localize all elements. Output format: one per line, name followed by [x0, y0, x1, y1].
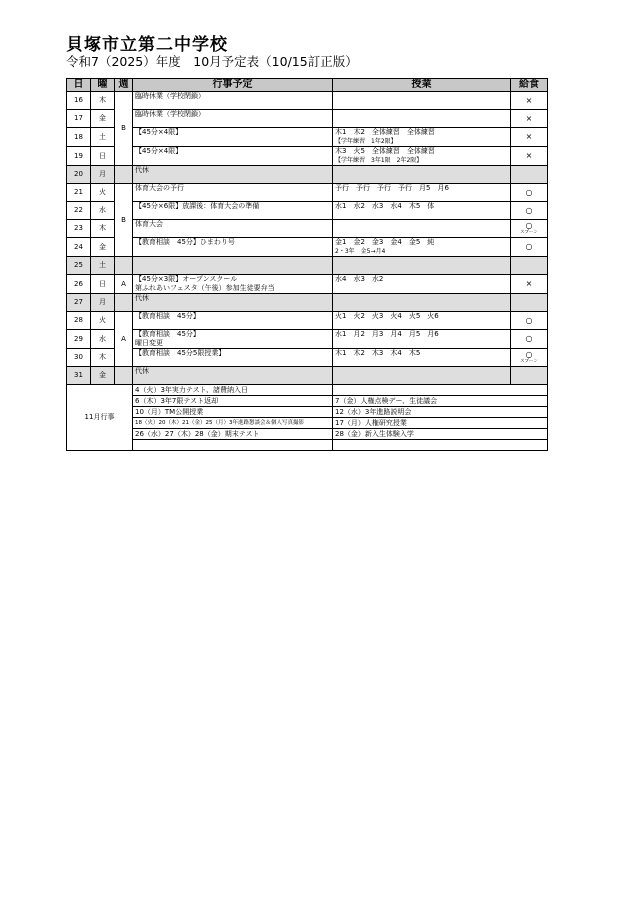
day-row [67, 257, 548, 275]
classes-cell [333, 166, 511, 184]
date-cell: 25 [67, 257, 91, 275]
next-month-event-right [333, 385, 548, 396]
event-line: 体育大会 [135, 220, 163, 228]
class-line: 木1 木2 全体練習 全体練習 [335, 128, 435, 136]
col-date-header: 日 [67, 79, 91, 92]
event-line: 曜日変更 [135, 339, 163, 347]
events-cell [133, 128, 333, 147]
classes-cell [333, 238, 511, 257]
next-month-label: 11月行事 [67, 385, 133, 451]
lunch-cell [511, 238, 548, 257]
next-month-event-left: 6（木）3年7限テスト返却 [133, 396, 333, 407]
classes-cell [333, 367, 511, 385]
next-month-event-right: 28（金）新入生体験入学 [333, 429, 548, 440]
next-month-row [67, 418, 548, 429]
next-month-event-left: 10（月）TM公開授業 [133, 407, 333, 418]
lunch-cell [511, 367, 548, 385]
lunch-cell [511, 330, 548, 349]
lunch-cell [511, 349, 548, 367]
classes-cell [333, 202, 511, 220]
date-cell: 29 [67, 330, 91, 349]
next-month-row [67, 429, 548, 440]
event-line: 第ふれあいフェスタ（午後）参加生徒要弁当 [135, 284, 275, 292]
lunch-mark: ○ [525, 315, 533, 325]
lunch-mark: ○ [525, 205, 533, 215]
day-row [67, 128, 548, 147]
week-cell: B [115, 92, 133, 166]
events-cell [133, 184, 333, 202]
day-row [67, 294, 548, 312]
class-line: 【学年練習 1年2限】 [335, 138, 397, 145]
weekday-cell: 火 [91, 184, 115, 202]
weekday-cell: 金 [91, 238, 115, 257]
classes-cell [333, 349, 511, 367]
lunch-cell [511, 312, 548, 330]
week-cell [115, 166, 133, 184]
events-cell [133, 312, 333, 330]
day-row [67, 312, 548, 330]
date-cell: 24 [67, 238, 91, 257]
day-row [67, 147, 548, 166]
classes-cell [333, 312, 511, 330]
date-cell: 23 [67, 220, 91, 238]
classes-cell [333, 110, 511, 128]
events-cell [133, 294, 333, 312]
date-cell: 31 [67, 367, 91, 385]
date-cell: 17 [67, 110, 91, 128]
lunch-mark: ○ [525, 334, 533, 343]
lunch-mark: × [525, 279, 533, 288]
events-cell [133, 147, 333, 166]
week-cell [115, 367, 133, 385]
date-cell: 27 [67, 294, 91, 312]
lunch-cell [511, 166, 548, 184]
weekday-cell: 火 [91, 312, 115, 330]
lunch-cell [511, 92, 548, 110]
date-cell: 18 [67, 128, 91, 147]
event-line: 【45分×4限】 [135, 128, 183, 136]
next-month-event-left: 26（水）27（木）28（金）期末テスト [133, 429, 333, 440]
next-month-event-left: 18（火）20（木）21（金）25（月）3年進路懇談会＆個人写真撮影 [133, 418, 333, 429]
weekday-cell: 日 [91, 275, 115, 294]
lunch-mark: ○ [525, 350, 533, 359]
weekday-cell: 日 [91, 147, 115, 166]
class-line: 木3 火5 全体練習 全体練習 [335, 147, 435, 155]
next-month-row [67, 396, 548, 407]
classes-cell [333, 128, 511, 147]
weekday-cell: 金 [91, 110, 115, 128]
class-line: 【学年練習 3年1限 2年2限】 [335, 157, 423, 164]
weekday-cell: 木 [91, 349, 115, 367]
day-row [67, 238, 548, 257]
class-line: 水1 水2 水3 水4 木5 体 [335, 202, 435, 210]
weekday-cell: 土 [91, 128, 115, 147]
page-title: 貝塚市立第二中学校 [66, 35, 228, 55]
date-cell: 26 [67, 275, 91, 294]
weekday-cell: 月 [91, 166, 115, 184]
event-line: 臨時休業（学校閉鎖） [135, 110, 205, 118]
weekday-cell: 金 [91, 367, 115, 385]
next-month-event-right: 7（金）人権点検デー、生徒議会 [333, 396, 548, 407]
lunch-mark: ○ [525, 187, 533, 197]
classes-cell [333, 275, 511, 294]
lunch-cell [511, 257, 548, 275]
lunch-mark: × [525, 113, 533, 123]
date-cell: 16 [67, 92, 91, 110]
header-row [67, 79, 548, 92]
lunch-mark: ○ [525, 221, 533, 230]
class-line: 2・3年 金5→月4 [335, 248, 386, 255]
event-line: 体育大会の予行 [135, 184, 184, 192]
events-cell [133, 275, 333, 294]
day-row [67, 184, 548, 202]
lunch-cell [511, 220, 548, 238]
page-subtitle: 令和7（2025）年度 10月予定表（10/15訂正版） [66, 54, 358, 69]
day-row [67, 110, 548, 128]
lunch-mark: × [525, 151, 533, 160]
lunch-mark: × [525, 132, 533, 141]
events-cell [133, 238, 333, 257]
event-line: 【教育相談 45分】 [135, 330, 200, 338]
date-cell: 21 [67, 184, 91, 202]
date-cell: 20 [67, 166, 91, 184]
lunch-cell [511, 184, 548, 202]
class-line: 予行 予行 予行 予行 月5 月6 [335, 184, 449, 192]
lunch-cell [511, 147, 548, 166]
classes-cell [333, 184, 511, 202]
col-classes-header: 授業 [333, 79, 511, 92]
lunch-cell [511, 275, 548, 294]
week-cell [115, 294, 133, 312]
date-cell: 19 [67, 147, 91, 166]
date-cell: 22 [67, 202, 91, 220]
next-month-event-left: 4（火）3年実力テスト、諸費納入日 [133, 385, 333, 396]
class-line: 水4 水3 水2 [335, 275, 384, 283]
day-row [67, 330, 548, 349]
event-line: 代休 [135, 166, 149, 174]
date-cell: 28 [67, 312, 91, 330]
events-cell [133, 110, 333, 128]
lunch-mark: ○ [525, 242, 533, 251]
lunch-cell [511, 202, 548, 220]
weekday-cell: 月 [91, 294, 115, 312]
week-cell: A [115, 312, 133, 367]
events-cell [133, 367, 333, 385]
class-line: 金1 金2 金3 金4 金5 純 [335, 238, 435, 246]
classes-cell [333, 147, 511, 166]
day-row [67, 220, 548, 238]
lunch-cell [511, 110, 548, 128]
lunch-note: スプーン [520, 230, 538, 235]
next-month-row [67, 440, 548, 451]
next-month-event-right: 17（月）人権研究授業 [333, 418, 548, 429]
lunch-note: スプーン [520, 359, 538, 364]
next-month-event-left [133, 440, 333, 451]
class-line: 水1 月2 月3 月4 月5 月6 [335, 330, 439, 338]
week-cell: B [115, 184, 133, 257]
next-month-event-right: 12（水）3年進路説明会 [333, 407, 548, 418]
weekday-cell: 水 [91, 202, 115, 220]
event-line: 【45分×3限】オープンスクール [135, 275, 238, 283]
event-line: 代休 [135, 367, 149, 375]
weekday-cell: 木 [91, 220, 115, 238]
schedule-table [66, 78, 548, 451]
col-lunch-header: 給食 [511, 79, 548, 92]
lunch-cell [511, 294, 548, 312]
event-line: 【教育相談 45分】 [135, 312, 200, 320]
col-weekday-header: 曜 [91, 79, 115, 92]
events-cell [133, 202, 333, 220]
day-row [67, 349, 548, 367]
class-line: 火1 火2 火3 火4 火5 火6 [335, 312, 439, 320]
events-cell [133, 220, 333, 238]
events-cell [133, 92, 333, 110]
lunch-mark: × [525, 95, 533, 105]
week-cell [115, 257, 133, 275]
classes-cell [333, 92, 511, 110]
event-line: 【教育相談 45分5限授業】 [135, 349, 226, 357]
next-month-event-right [333, 440, 548, 451]
weekday-cell: 土 [91, 257, 115, 275]
day-row [67, 92, 548, 110]
date-cell: 30 [67, 349, 91, 367]
next-month-row [67, 407, 548, 418]
lunch-cell [511, 128, 548, 147]
col-week-header: 週 [115, 79, 133, 92]
event-line: 【教育相談 45分】ひまわり号 [135, 238, 235, 246]
events-cell [133, 349, 333, 367]
class-line: 木1 木2 木3 木4 木5 [335, 349, 421, 357]
event-line: 臨時休業（学校閉鎖） [135, 92, 205, 100]
weekday-cell: 水 [91, 330, 115, 349]
event-line: 【45分×4限】 [135, 147, 183, 155]
weekday-cell: 木 [91, 92, 115, 110]
events-cell [133, 330, 333, 349]
next-month-row [67, 385, 548, 396]
event-line: 【45分×6限】放課後：体育大会の準備 [135, 202, 260, 210]
events-cell [133, 166, 333, 184]
classes-cell [333, 257, 511, 275]
day-row [67, 275, 548, 294]
classes-cell [333, 220, 511, 238]
day-row [67, 166, 548, 184]
classes-cell [333, 294, 511, 312]
day-row [67, 202, 548, 220]
classes-cell [333, 330, 511, 349]
event-line: 代休 [135, 294, 149, 302]
day-row [67, 367, 548, 385]
col-events-header: 行事予定 [133, 79, 333, 92]
events-cell [133, 257, 333, 275]
week-cell: A [115, 275, 133, 294]
